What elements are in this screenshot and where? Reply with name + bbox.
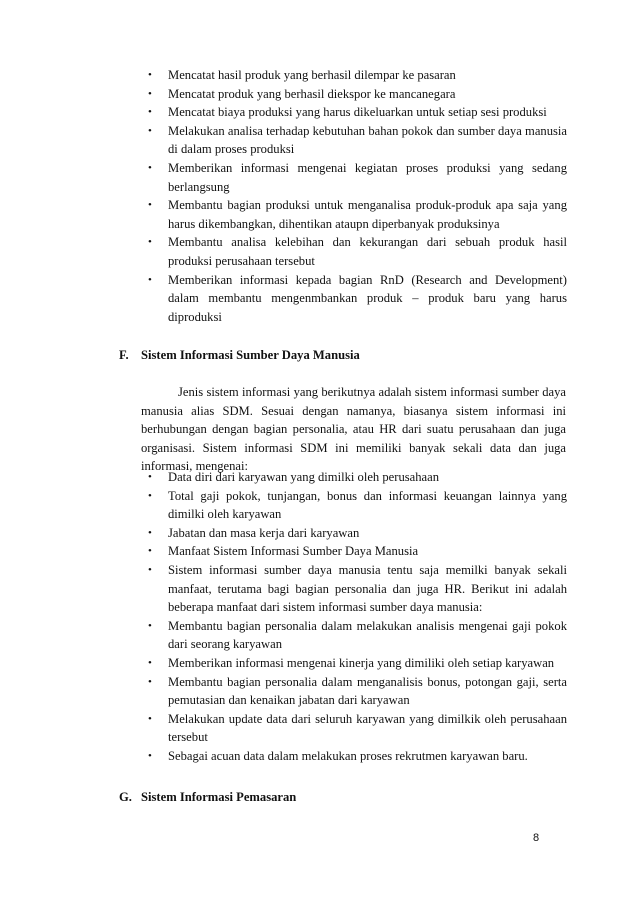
list-item: • Membantu bagian personalia dalam melakukan analisis mengenai gaji pokok dari seorang karyawan (148, 618, 567, 652)
bullet-icon: • (148, 87, 152, 100)
bullet-icon: • (148, 69, 152, 81)
list-item: • Melakukan analisa terhadap kebutuhan bahan pokok dan sumber daya manusia di dalam proses produksi (148, 123, 567, 157)
section-title: Sistem Informasi Sumber Daya Manusia (141, 348, 360, 362)
bullet-icon: • (148, 545, 152, 558)
bullet-icon: • (148, 712, 152, 725)
bullet-icon: • (148, 656, 152, 669)
list-item: • Manfaat Sistem Informasi Sumber Daya Manusia (168, 542, 567, 561)
list-item: • Mencatat biaya produksi yang harus dikeluarkan untuk setiap sesi produksi (168, 103, 567, 122)
list-item: • Mencatat hasil produk yang berhasil dilempar ke pasaran (168, 66, 567, 85)
list-item: • Memberikan informasi mengenai kinerja yang dimiliki oleh setiap karyawan (168, 654, 567, 673)
list-item: • Membantu bagian produksi untuk menganalisa produk-produk apa saja yang harus dikembangkan, dihentikan ataupn diperbanyak produksinya (148, 198, 567, 231)
bullet-icon: • (148, 236, 152, 249)
bullet-icon: • (148, 563, 152, 576)
bullet-icon: • (148, 106, 152, 119)
list-item: • Melakukan update data dari seluruh karyawan yang dimilkik oleh perusahaan tersebut (148, 711, 567, 745)
bullet-icon: • (148, 489, 152, 502)
list-item: • Data diri dari karyawan yang dimilki oleh perusahaan (168, 468, 567, 487)
section-letter: G. (119, 790, 132, 804)
section-title: Sistem Informasi Pemasaran (141, 790, 297, 804)
list-item: • Sistem informasi sumber daya manusia tentu saja memilki banyak sekali manfaat, terutama bagi bagian personalia dan juga HR. Berikut ini adalah beberapa manfaat dari sistem informasi sumber daya manusia: (148, 562, 567, 615)
list-item: • Membantu bagian personalia dalam menganalisis bonus, potongan gaji, serta pemutasian dan kenaikan jabatan dari karyawan (148, 674, 567, 708)
list-item: • Sebagai acuan data dalam melakukan proses rekrutmen karyawan baru. (168, 747, 567, 766)
section-f-paragraph: Jenis sistem informasi yang berikutnya adalah sistem informasi sumber daya manusia alias SDM. Sesuai dengan namanya, biasanya sistem informasi ini berhubungan dengan bagian personalia, atau HR dari suatu perusahaan dan juga organisasi. Sistem informasi SDM ini memiliki banyak sekali data dan juga informasi, mengenai: (141, 385, 566, 474)
bullet-icon: • (148, 124, 152, 137)
hr-info-list (148, 468, 567, 766)
bullet-icon: • (148, 749, 152, 762)
bullet-icon: • (148, 199, 152, 212)
list-item: • Mencatat produk yang berhasil diekspor ke mancanegara (168, 85, 567, 104)
bullet-icon: • (148, 471, 152, 483)
bullet-icon: • (148, 619, 152, 632)
list-item: • Memberikan informasi mengenai kegiatan proses produksi yang sedang berlangsung (148, 160, 567, 194)
bullet-icon: • (148, 161, 152, 174)
production-benefits-list (148, 66, 567, 326)
bullet-icon: • (148, 675, 152, 688)
section-letter: F. (119, 348, 129, 362)
page-number: 8 (533, 832, 540, 844)
list-item: • Memberikan informasi kepada bagian RnD (Research and Development) dalam membantu mengenmbankan produk – produk baru yang harus diproduksi (148, 272, 567, 324)
bullet-icon: • (148, 273, 152, 286)
bullet-icon: • (148, 526, 152, 539)
list-item: • Membantu analisa kelebihan dan kekurangan dari sebuah produk hasil produksi perusahaan tersebut (148, 235, 567, 268)
list-item: • Total gaji pokok, tunjangan, bonus dan informasi keuangan lainnya yang dimilki oleh karyawan (148, 488, 567, 522)
list-item: • Jabatan dan masa kerja dari karyawan (168, 524, 567, 543)
